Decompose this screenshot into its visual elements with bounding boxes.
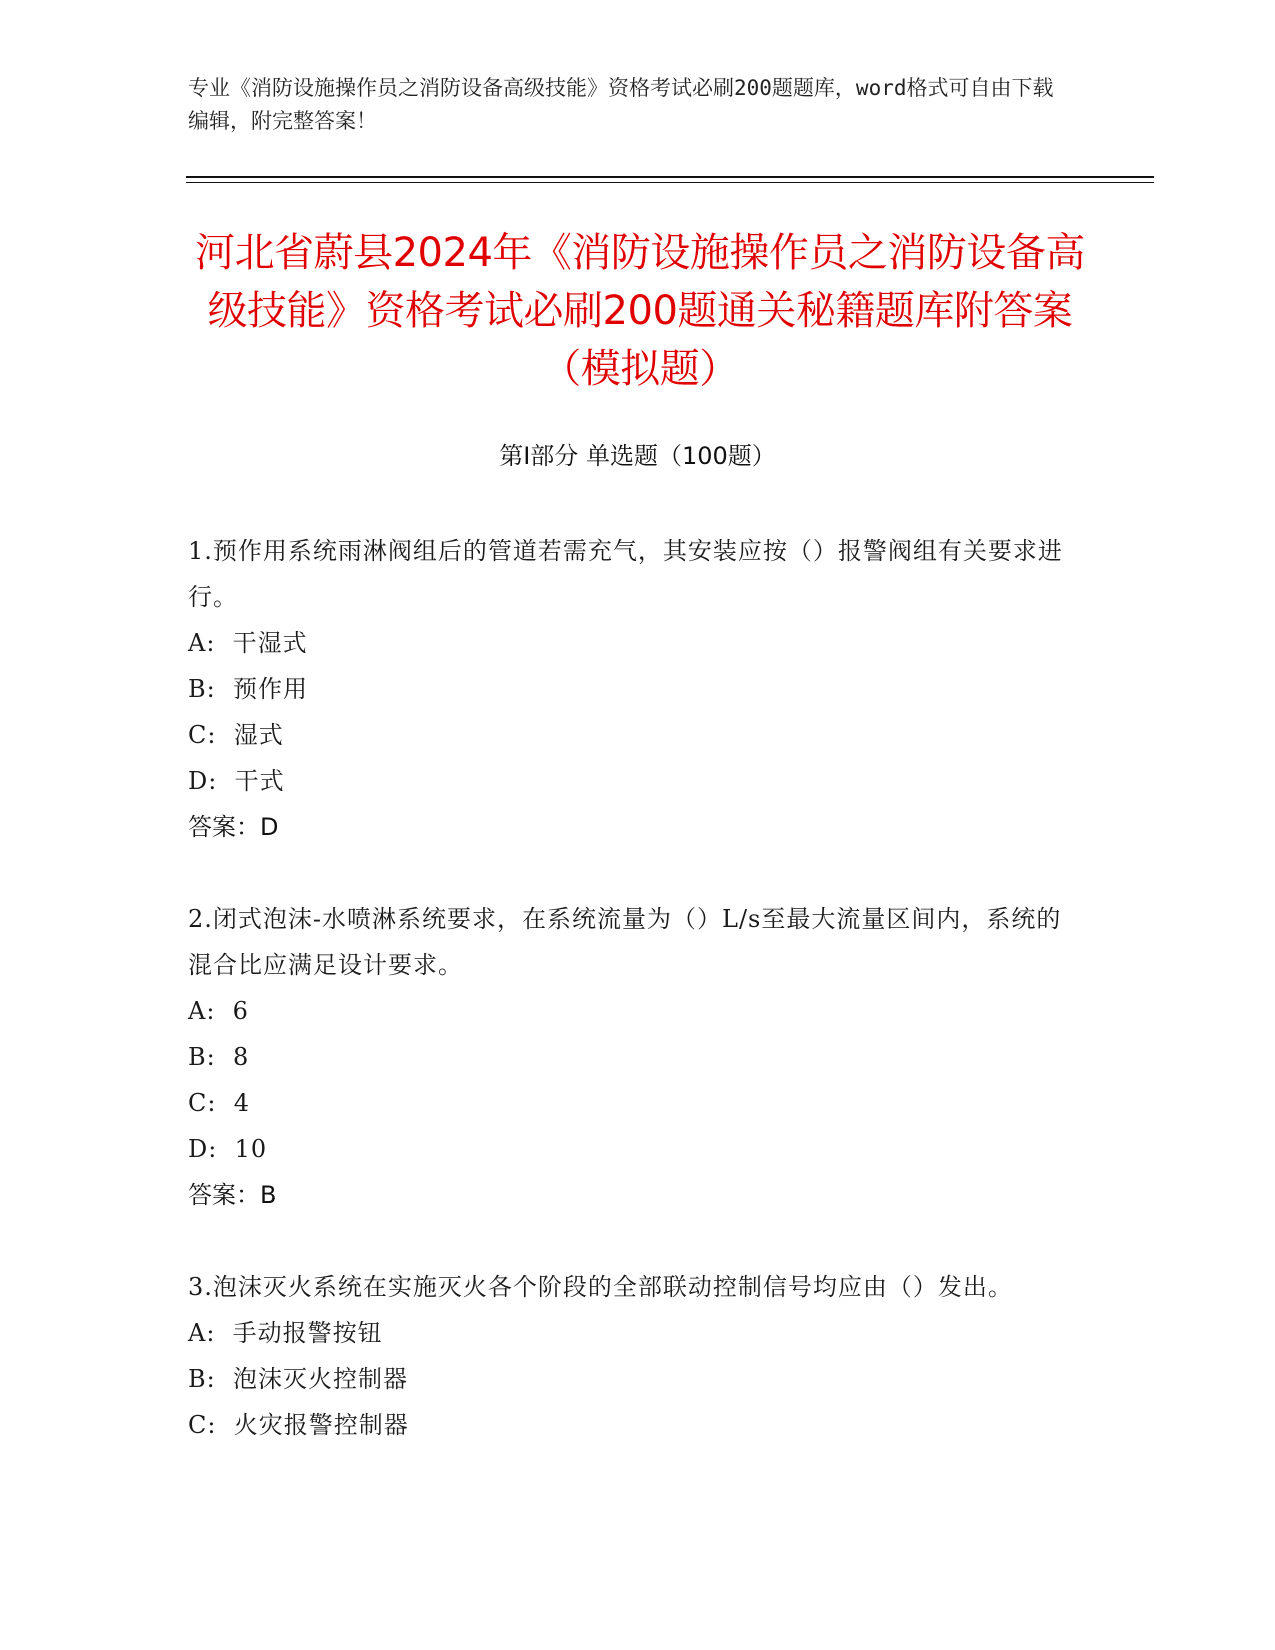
question-stem: 1.预作用系统雨淋阀组后的管道若需充气，其安装应按（）报警阀组有关要求进行。	[188, 537, 1063, 611]
option-a: A: 手动报警按钮	[188, 1319, 383, 1347]
question-list	[188, 528, 1068, 1494]
answer-line: 答案：B	[188, 1181, 277, 1209]
section-heading: 第I部分 单选题（100题）	[499, 442, 776, 470]
option-b: B: 8	[188, 1043, 250, 1071]
question-1	[188, 528, 1068, 850]
answer-line: 答案：D	[188, 813, 279, 841]
question-stem: 2.闭式泡沫-水喷淋系统要求，在系统流量为（）L/s至最大流量区间内，系统的混合比应满足设计要求。	[188, 905, 1062, 979]
option-c: C: 4	[188, 1089, 250, 1117]
option-c: C: 火灾报警控制器	[188, 1411, 409, 1439]
option-c: C: 湿式	[188, 721, 284, 749]
header-note: 专业《消防设施操作员之消防设备高级技能》资格考试必刷200题题库，word格式可自由下载编辑，附完整答案！	[188, 76, 1054, 133]
option-a: A: 6	[188, 997, 249, 1025]
option-d: D: 干式	[188, 767, 285, 795]
header-rule-thick	[186, 176, 1154, 178]
document-title: 河北省蔚县2024年《消防设施操作员之消防设备高级技能》资格考试必刷200题通关秘籍题库附答案（模拟题）	[195, 230, 1085, 392]
header-rule-thin	[186, 182, 1154, 183]
option-d: D: 10	[188, 1135, 268, 1163]
option-b: B: 预作用	[188, 675, 308, 703]
option-a: A: 干湿式	[188, 629, 308, 657]
question-2	[188, 896, 1068, 1218]
option-b: B: 泡沫灭火控制器	[188, 1365, 408, 1393]
question-stem: 3.泡沫灭火系统在实施灭火各个阶段的全部联动控制信号均应由（）发出。	[188, 1273, 1013, 1301]
question-3	[188, 1264, 1068, 1448]
